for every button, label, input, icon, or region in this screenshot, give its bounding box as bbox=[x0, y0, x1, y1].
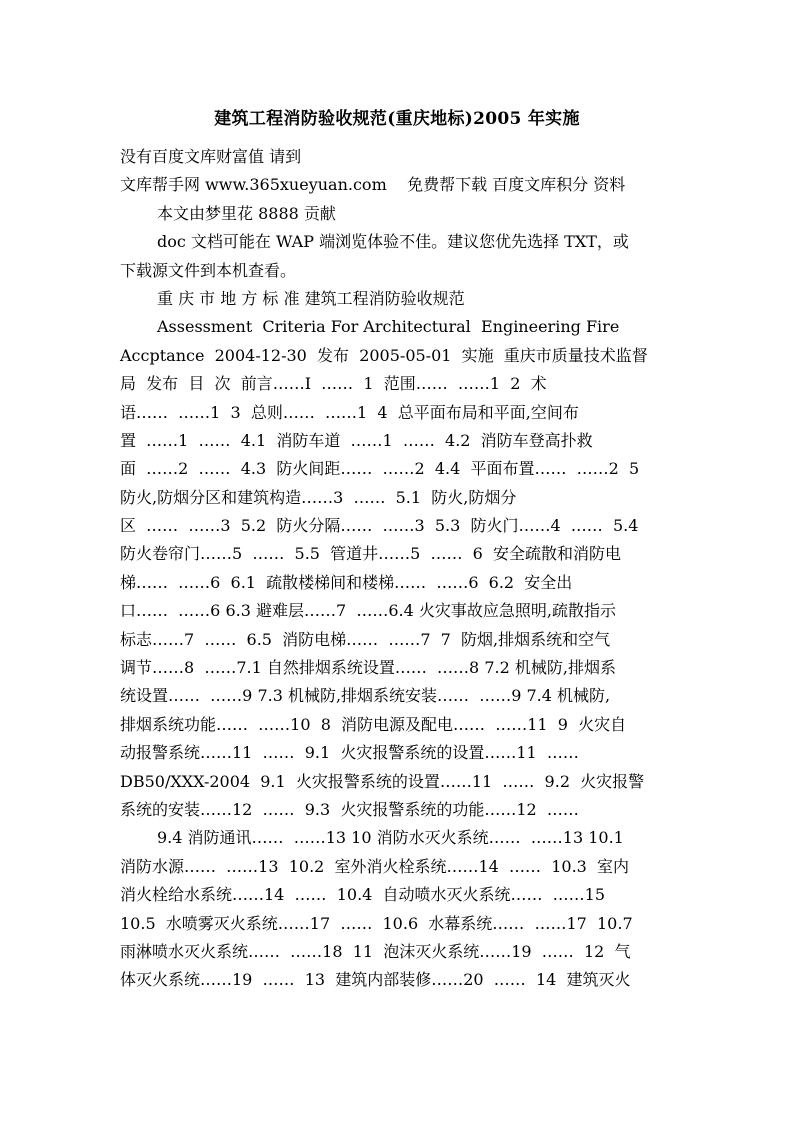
text-line: 梯…… ……6 6.1 疏散楼梯间和楼梯…… ……6 6.2 安全出 bbox=[120, 572, 573, 592]
text-line: 调节……8 ……7.1 自然排烟系统设置…… ……8 7.2 机械防,排烟系 bbox=[120, 658, 616, 678]
text-line: 下载源文件到本机查看。 bbox=[120, 260, 297, 280]
text-line: doc 文档可能在 WAP 端浏览体验不佳。建议您优先选择 TXT，或 bbox=[157, 232, 629, 252]
text-line: 雨淋喷水灭火系统…… ……18 11 泡沫灭火系统……19 …… 12 气 bbox=[120, 941, 631, 961]
text-line: 动报警系统……11 …… 9.1 火灾报警系统的设置……11 …… bbox=[120, 743, 579, 763]
text-line: 局 发布 目 次 前言……I …… 1 范围…… ……1 2 术 bbox=[120, 374, 547, 394]
text-line: 9.4 消防通讯…… ……13 10 消防水灭火系统…… ……13 10.1 bbox=[157, 828, 624, 848]
text-line: 排烟系统功能…… ……10 8 消防电源及配电…… ……11 9 火灾自 bbox=[120, 714, 627, 734]
text-line: 体灭火系统……19 …… 13 建筑内部装修……20 …… 14 建筑灭火 bbox=[120, 970, 631, 990]
text-line: 本文由梦里花 8888 贡献 bbox=[157, 203, 336, 223]
text-line: 标志……7 …… 6.5 消防电梯…… ……7 7 防烟,排烟系统和空气 bbox=[120, 629, 611, 649]
text-line: 面 ……2 …… 4.3 防火间距…… ……2 4.4 平面布置…… ……2 5 bbox=[120, 459, 640, 479]
text-line: 没有百度文库财富值 请到 bbox=[120, 147, 302, 166]
document-title: 建筑工程消防验收规范(重庆地标)2005 年实施 bbox=[214, 109, 580, 129]
text-line: 统设置…… ……9 7.3 机械防,排烟系统安装…… ……9 7.4 机械防, bbox=[120, 686, 611, 706]
text-line: Assessment Criteria For Architectural Engineering Fire bbox=[157, 317, 620, 337]
text-line: 区 …… ……3 5.2 防火分隔…… ……3 5.3 防火门……4 …… 5.4 bbox=[120, 516, 639, 536]
text-line: 防火卷帘门……5 …… 5.5 管道井……5 …… 6 安全疏散和消防电 bbox=[120, 544, 622, 564]
text-line: 系统的安装……12 …… 9.3 火灾报警系统的功能……12 …… bbox=[120, 799, 579, 819]
text-line: 文库帮手网 www.365xueyuan.com 免费帮下载 百度文库积分 资料 bbox=[120, 175, 626, 195]
text-line: 语…… ……1 3 总则…… ……1 4 总平面布局和平面,空间布 bbox=[120, 402, 579, 422]
text-line: 消防水源…… ……13 10.2 室外消火栓系统……14 …… 10.3 室内 bbox=[120, 856, 630, 876]
text-line: 重 庆 市 地 方 标 准 建筑工程消防验收规范 bbox=[157, 288, 465, 308]
text-line: 10.5 水喷雾灭火系统……17 …… 10.6 水幕系统…… ……17 10.7 bbox=[120, 913, 633, 933]
text-line: 消火栓给水系统……14 …… 10.4 自动喷水灭火系统…… ……15 bbox=[120, 885, 606, 905]
text-line: 口…… ……6 6.3 避难层……7 ……6.4 火灾事故应急照明,疏散指示 bbox=[120, 601, 616, 621]
text-line: 置 ……1 …… 4.1 消防车道 ……1 …… 4.2 消防车登高扑救 bbox=[120, 430, 593, 450]
text-line: DB50/XXX-2004 9.1 火灾报警系统的设置……11 …… 9.2 火灾报警 bbox=[120, 771, 645, 791]
document-body bbox=[120, 143, 685, 995]
text-line: Accptance 2004-12-30 发布 2005-05-01 实施 重庆市质量技术监督 bbox=[120, 345, 648, 365]
text-line: 防火,防烟分区和建筑构造……3 …… 5.1 防火,防烟分 bbox=[120, 487, 517, 507]
